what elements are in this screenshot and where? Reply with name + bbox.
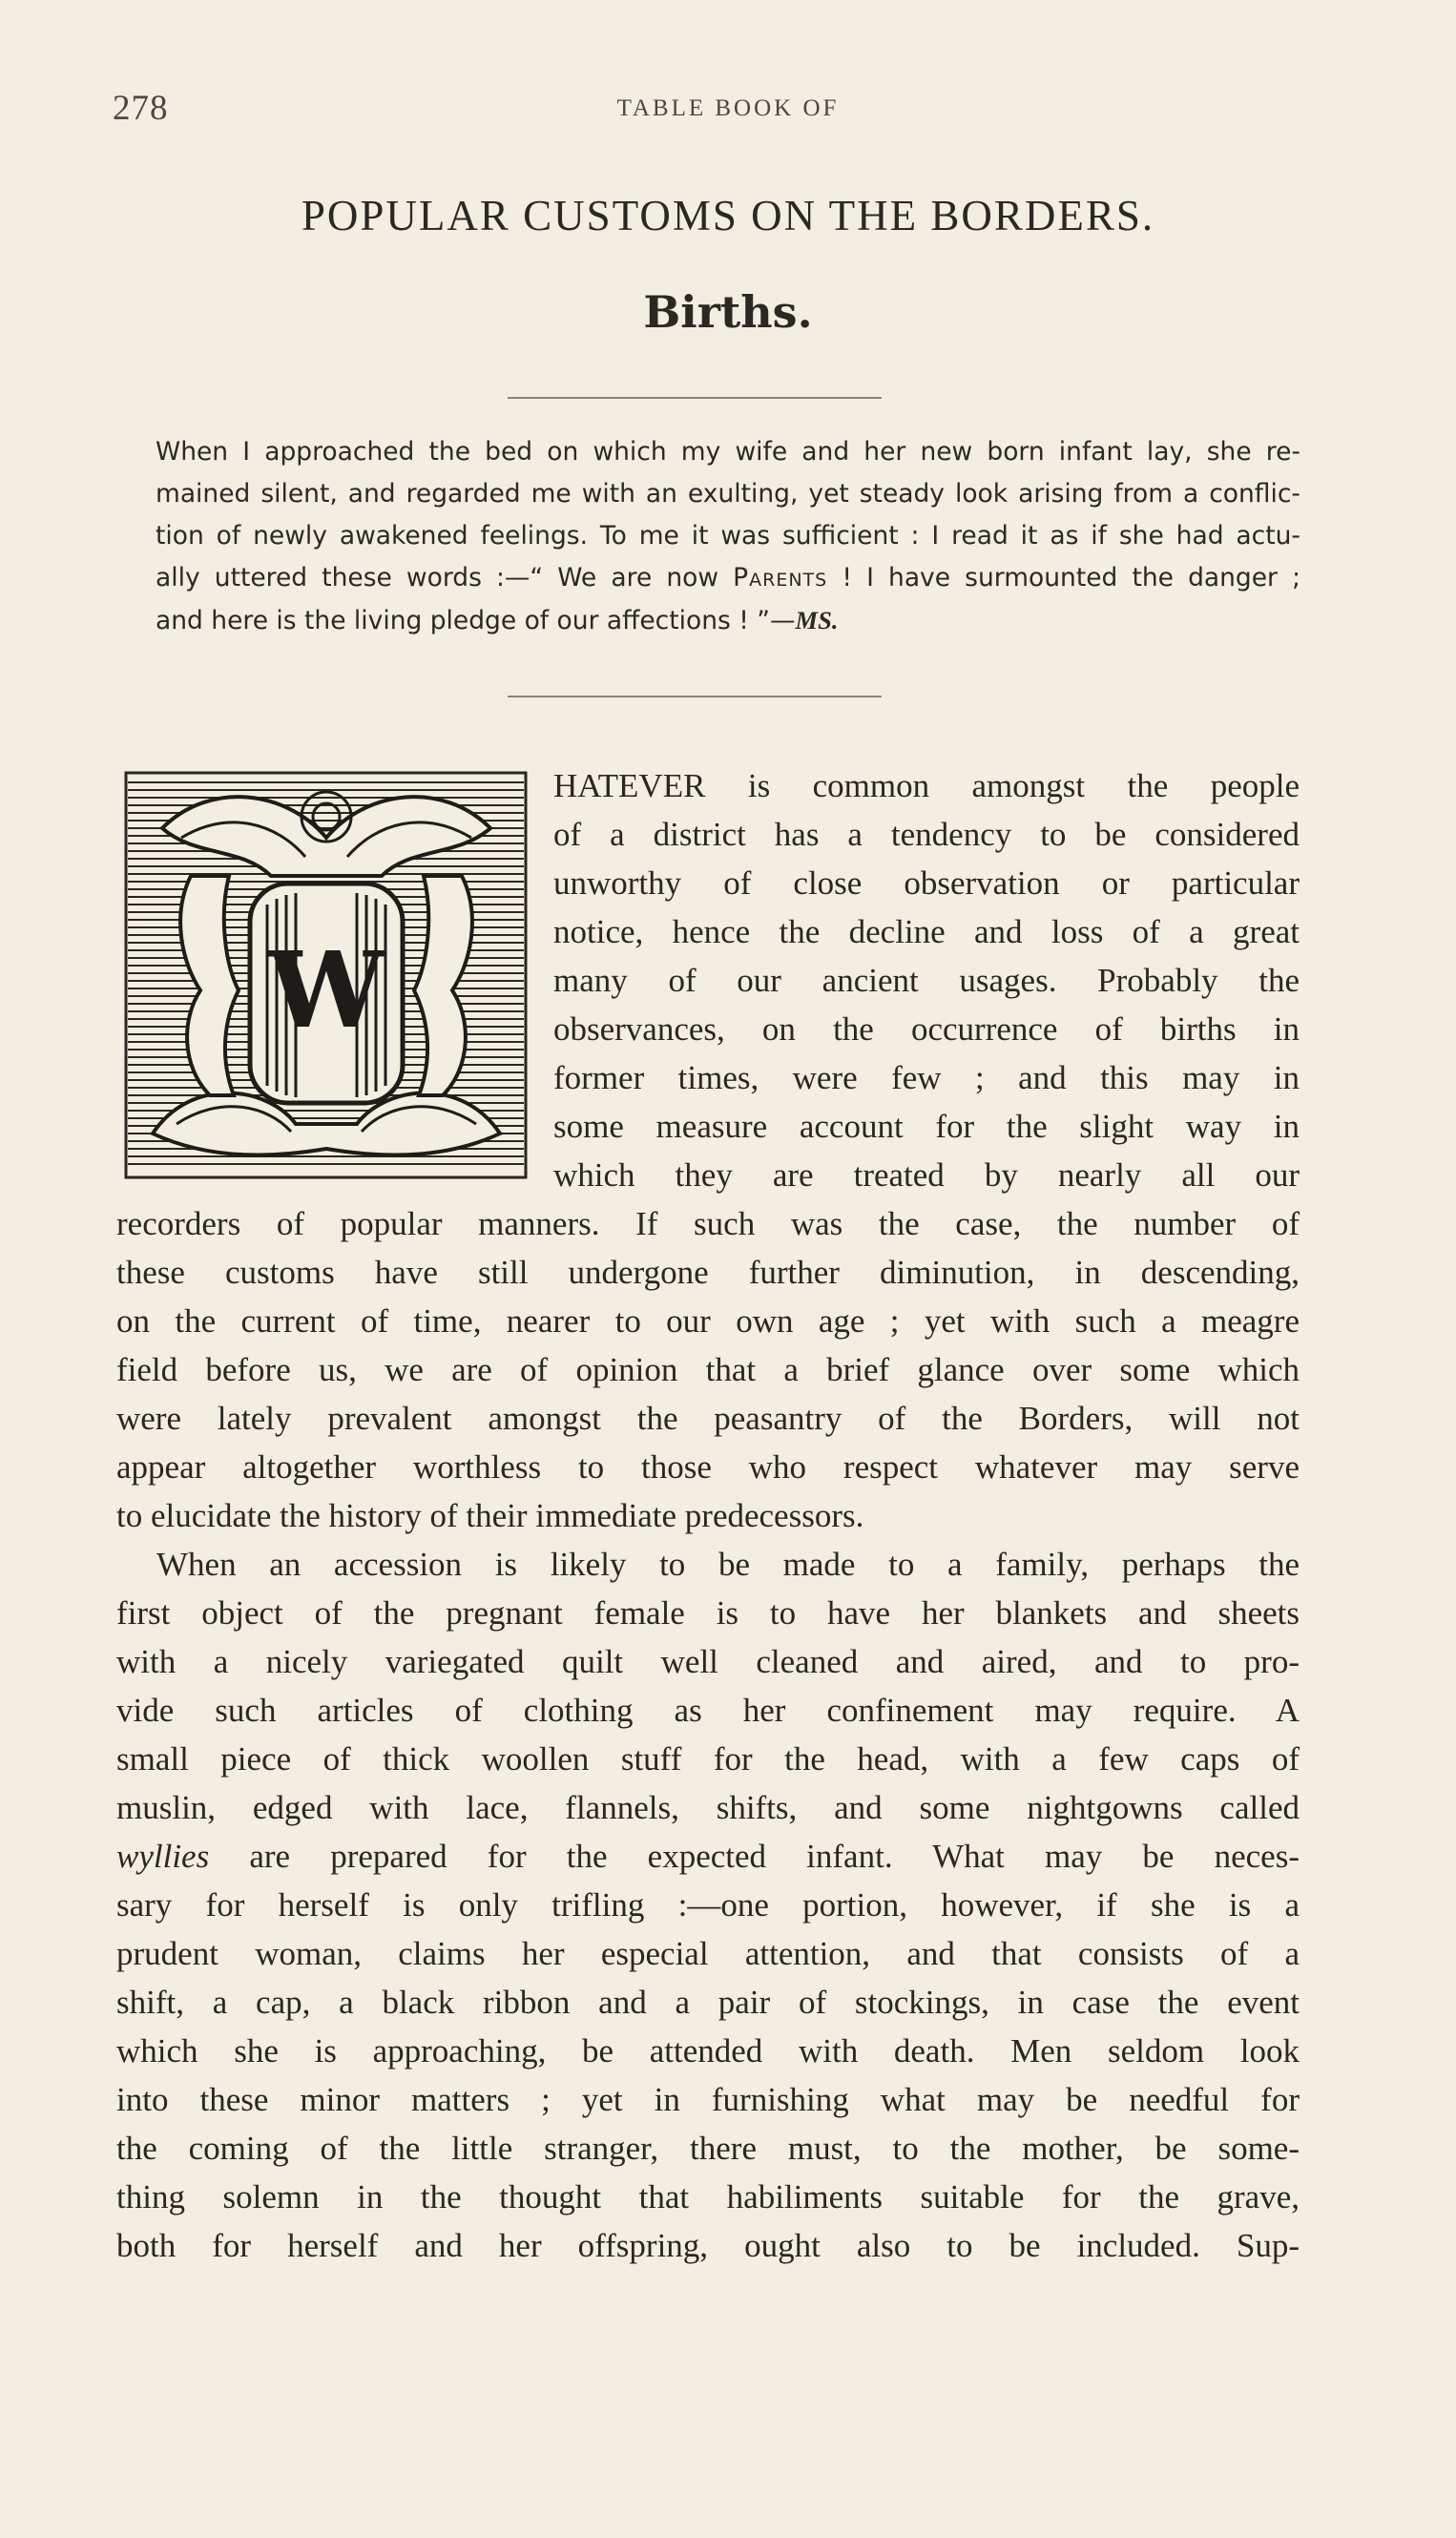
article-title: POPULAR CUSTOMS ON THE BORDERS. [301, 192, 1155, 239]
text-line: small piece of thick woollen stuff for the head, with a few caps of [116, 1740, 1300, 1778]
text-line: of a district has a tendency to be considered [553, 816, 1300, 853]
epigraph-line: mained silent, and regarded me with an exulting, yet steady look arising from a conflic- [156, 479, 1300, 509]
divider-rule [508, 397, 882, 399]
text-line: to elucidate the history of their immediate predecessors. [116, 1497, 864, 1534]
text-line: former times, were few ; and this may in [553, 1059, 1300, 1096]
text-line: these customs have still undergone further diminution, in descending, [116, 1254, 1300, 1291]
text-line: HATEVER is common amongst the people [553, 767, 1300, 804]
epigraph [156, 431, 1300, 641]
running-title: TABLE BOOK OF [616, 95, 840, 121]
body-paragraph-2 [116, 1540, 1300, 2270]
page-number: 278 [113, 89, 169, 128]
section-subtitle: Births. [643, 286, 813, 338]
text-line: recorders of popular manners. If such was the case, the number of [116, 1205, 1300, 1242]
text-line: field before us, we are of opinion that a brief glance over some which [116, 1351, 1300, 1388]
text-line: vide such articles of clothing as her confinement may require. A [116, 1692, 1300, 1729]
text-line: wyllies are prepared for the expected infant. What may be neces- [116, 1838, 1300, 1875]
text-line: unworthy of close observation or particular [553, 864, 1300, 902]
running-head [113, 88, 1343, 126]
text-line: the coming of the little stranger, there must, to the mother, be some- [116, 2130, 1300, 2167]
text-line: observances, on the occurrence of births in [553, 1010, 1300, 1048]
parents-smallcaps: Parents [733, 563, 828, 593]
text-line: muslin, edged with lace, flannels, shifts, and some nightgowns called [116, 1789, 1300, 1826]
text-line: which they are treated by nearly all our [553, 1156, 1300, 1194]
text-line: many of our ancient usages. Probably the [553, 962, 1300, 999]
italic-term: wyllies [116, 1838, 210, 1875]
text-line: some measure account for the slight way in [553, 1108, 1300, 1145]
epigraph-line: ally uttered these words :—“ We are now Parents ! I have surmounted the danger ; [156, 563, 1300, 593]
text-line: When an accession is likely to be made to a family, perhaps the [156, 1546, 1300, 1583]
divider-rule [508, 696, 882, 697]
text-line: both for herself and her offspring, ought also to be included. Sup- [116, 2227, 1300, 2264]
body-paragraph-1 [116, 761, 1300, 1540]
text-line: on the current of time, nearer to our own age ; yet with such a meagre [116, 1302, 1300, 1340]
text-line: appear altogether worthless to those who respect whatever may serve [116, 1448, 1300, 1486]
text-line: were lately prevalent amongst the peasantry of the Borders, will not [116, 1400, 1300, 1437]
text-line: thing solemn in the thought that habiliments suitable for the grave, [116, 2178, 1300, 2216]
text-line: sary for herself is only trifling :—one portion, however, if she is a [116, 1886, 1300, 1924]
text-line: shift, a cap, a black ribbon and a pair of stockings, in case the event [116, 1984, 1300, 2021]
epigraph-line: When I approached the bed on which my wife and her new born infant lay, she re- [156, 437, 1300, 467]
text-line: which she is approaching, be attended with death. Men seldom look [116, 2032, 1300, 2070]
dropcap-letter: W [267, 928, 385, 1051]
text-line: prudent woman, claims her especial attention, and that consists of a [116, 1935, 1300, 1972]
epigraph-source: MS. [795, 606, 839, 634]
text-line: into these minor matters ; yet in furnishing what may be needful for [116, 2081, 1300, 2118]
epigraph-line: tion of newly awakened feelings. To me it was sufficient : I read it as if she had actu- [156, 521, 1300, 551]
text-line: with a nicely variegated quilt well cleaned and aired, and to pro- [116, 1643, 1300, 1680]
text-line: first object of the pregnant female is to have her blankets and sheets [116, 1594, 1300, 1632]
epigraph-line: and here is the living pledge of our affections ! ”—MS. [156, 606, 839, 635]
text-line: notice, hence the decline and loss of a great [553, 913, 1300, 950]
